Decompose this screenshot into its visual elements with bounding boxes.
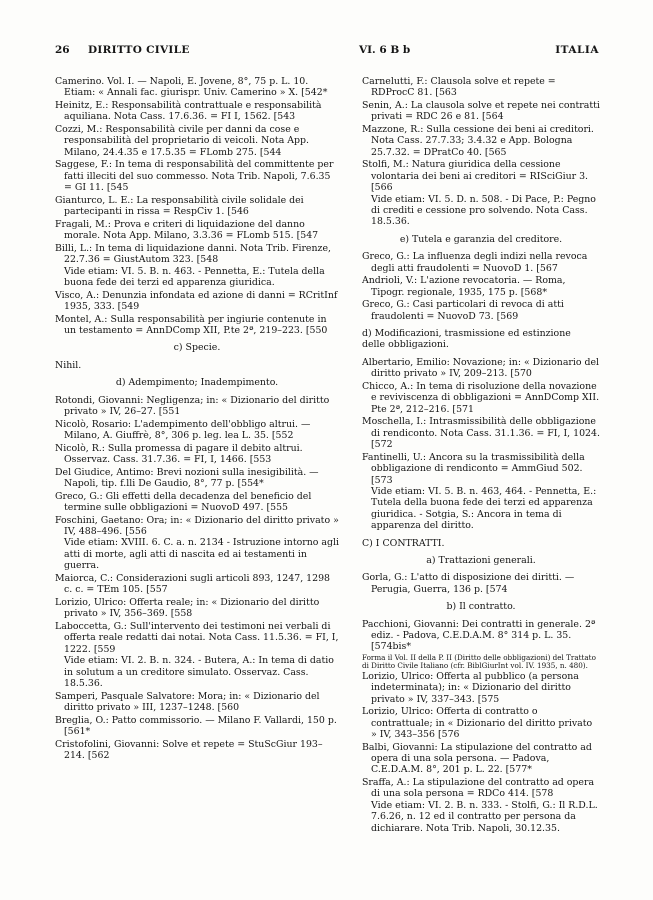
running-header <box>0 44 653 58</box>
section-heading: d) Adempimento; Inadempimento. <box>115 377 279 389</box>
bibliography-entry: Fantinelli, U.: Ancora su la trasmissibilità della obbligazione di rendiconto = AmmGiud 502. [573 Vide etiam: VI. 5. B. n. 463, 464. - Pennetta, E.: Tutela della buona fede dei terzi ed apparenza giuridica. - Sotgia, S.: Ancora in tema di apparenza del diritto. <box>362 451 597 532</box>
section-heading: c) Specie. <box>173 342 221 354</box>
bibliography-entry: Senin, A.: La clausola solve et repete nei contratti privati = RDC 26 e 81. [564 <box>362 100 600 123</box>
bibliography-entry: Foschini, Gaetano: Ora; in: « Dizionario del diritto privato » IV, 488–496. [556 Vide etiam: XVIII. 6. C. a. n. 2134 - Istruzione intorno agli atti di morte, agli atti di nascita ed ai testamenti in guerra. <box>55 514 339 572</box>
right-column <box>362 76 600 835</box>
bibliography-entry: Albertario, Emilio: Novazione; in: « Dizionario del diritto privato » IV, 209–213. [570 <box>362 356 600 380</box>
note-text: Nihil. <box>55 359 82 371</box>
bibliography-entry: Nicolò, R.: Sulla promessa di pagare il debito altrui. Osservaz. Cass. 31.7.36. = FI, I, 1466. [553 <box>55 442 303 466</box>
bibliography-entry: Greco, G.: Gli effetti della decadenza del beneficio del termine sulle obbligazioni = NuovoD 497. [555 <box>55 490 312 514</box>
bibliography-entry: Moschella, I.: Intrasmissibilità delle obbligazione di rendiconto. Nota Cass. 31.1.36. = FI, I, 1024. [572 <box>362 416 600 451</box>
bibliography-entry: Pacchioni, Giovanni: Dei contratti in generale. 2ª ediz. - Padova, C.E.D.A.M. 8° 314 p. L. 35. [574bis* <box>362 618 596 653</box>
bibliography-entry: Stolfi, M.: Natura giuridica della cessione volontaria dei beni ai creditori = RISciGiur 3. [566 Vide etiam: VI. 5. D. n. 508. - Di Pace, P.: Pegno di crediti e cessione pro solvendo. Nota Cass. 18.5.36. <box>362 159 596 228</box>
bibliography-entry: Camerino. Vol. I. — Napoli, E. Jovene, 8°, 75 p. L. 10. Etiam: « Annali fac. giurispr. Univ. Camerino » X. [542* <box>55 76 328 99</box>
bibliography-entry: Breglia, O.: Patto commissorio. — Milano F. Vallardi, 150 p. [561* <box>55 714 337 737</box>
bibliography-entry: Billi, L.: In tema di liquidazione danni. Nota Trib. Firenze, 22.7.36 = GiustAutom 323. [548 Vide etiam: VI. 5. B. n. 463. - Pennetta, E.: Tutela della buona fede dei terzi ed apparenza giuridica. <box>55 242 331 289</box>
bibliography-entry: Sraffa, A.: La stipulazione del contratto ad opera di una sola persona = RDCo 414. [578 Vide etiam: VI. 2. B. n. 333. - Stolfi, G.: Il R.D.L. 7.6.26, n. 12 ed il contratto per persona da dichiarare. Nota Trib. Napoli, 30.12.35. <box>362 777 598 834</box>
bibliography-entry: Lorizio, Ulrico: Offerta di contratto o contrattuale; in « Dizionario del diritto privato » IV, 343–356 [576 <box>362 706 593 740</box>
section-heading: b) Il contratto. <box>446 601 516 613</box>
section-heading: C) I CONTRATTI. <box>362 537 445 549</box>
section-code: VI. 6 B b <box>359 44 411 56</box>
bibliography-entry: Gianturco, L. E.: La responsabilità civile solidale dei partecipanti in rissa = RespCiv 1. [546 <box>55 194 304 218</box>
section-heading: e) Tutela e garanzia del creditore. <box>399 233 563 245</box>
bibliography-entry: Rotondi, Giovanni: Negligenza; in: « Dizionario del diritto privato » IV, 26–27. [551 <box>55 394 330 418</box>
bibliography-entry: Balbi, Giovanni: La stipulazione del contratto ad opera di una sola persona. — Padova, C.E.D.A.M. 8°, 201 p. L. 22. [577* <box>362 741 592 776</box>
left-column <box>55 76 339 763</box>
bibliography-entry: Andrioli, V.: L'azione revocatoria. — Roma, Tipogr. regionale, 1935, 175 p. [568* <box>362 275 566 298</box>
bibliography-entry: Lorizio, Ulrico: Offerta al pubblico (a persona indeterminata); in: « Dizionario del diritto privato » IV, 337–343. [575 <box>362 670 579 705</box>
country-label: ITALIA <box>555 44 599 56</box>
section-heading: d) Modificazioni, trasmissione ed estinzione delle obbligazioni. <box>362 328 571 351</box>
bibliography-entry: Montel, A.: Sulla responsabilità per ingiurie contenute in un testamento = AnnDComp XII, P.te 2ª, 219–223. [550 <box>55 313 328 337</box>
footnote-text: Forma il Vol. II della P. II (Diritto delle obbligazioni) del Trattato di Diritto Civile Italiano (cfr. BiblGiurInt vol. IV. 1935, n. 480). <box>362 652 596 671</box>
bibliography-entry: Maiorca, C.: Considerazioni sugli articoli 893, 1247, 1298 c. c. = TEm 105. [557 <box>55 572 331 596</box>
bibliography-entry: Gorla, G.: L'atto di disposizione dei diritti. — Perugia, Guerra, 136 p. [574 <box>362 572 575 595</box>
bibliography-entry: Cristofolini, Giovanni: Solve et repete = StuScGiur 193–214. [562 <box>55 738 323 761</box>
bibliography-entry: Mazzone, R.: Sulla cessione dei beni ai creditori. Nota Cass. 27.7.33; 3.4.32 e App. Bologna 25.7.32. = DPratCo 40. [565 <box>362 124 594 158</box>
section-heading: a) Trattazioni generali. <box>426 554 536 566</box>
bibliography-entry: Greco, G.: Casi particolari di revoca di atti fraudolenti = NuovoD 73. [569 <box>362 299 564 322</box>
bibliography-entry: Saggese, F.: In tema di responsabilità del committente per fatti illeciti del suo commesso. Nota Trib. Napoli, 7.6.35 = GI 11. [545 <box>55 159 334 194</box>
page-number: 26 <box>55 44 70 56</box>
bibliography-entry: Cozzi, M.: Responsabilità civile per danni da cose e responsabilità del proprietario di veicoli. Nota App. Milano, 24.4.35 e 17.5.35 = FLomb 275. [544 <box>55 124 310 158</box>
bibliography-entry: Greco, G.: La influenza degli indizi nella revoca degli atti fraudolenti = NuovoD 1. [567 <box>362 251 588 274</box>
bibliography-entry: Visco, A.: Denunzia infondata ed azione di danni = RCritInf 1935, 333. [549 <box>55 289 338 313</box>
bibliography-entry: Nicolò, Rosario: L'adempimento dell'obbligo altrui. — Milano, A. Giuffrè, 8°, 306 p. leg. lea L. 35. [552 <box>55 418 311 442</box>
running-title: DIRITTO CIVILE <box>88 44 190 56</box>
bibliography-entry: Samperi, Pasquale Salvatore: Mora; in: « Dizionario del diritto privato » III, 1237–1248. [560 <box>55 690 320 713</box>
bibliography-entry: Del Giudice, Antimo: Brevi nozioni sulla inesigibilità. — Napoli, tip. f.lli De Gaudio, 8°, 77 p. [554* <box>55 466 319 490</box>
bibliography-entry: Carnelutti, F.: Clausola solve et repete = RDProcC 81. [563 <box>362 76 556 99</box>
bibliography-entry: Laboccetta, G.: Sull'intervento dei testimoni nei verbali di offerta reale redatti dai notai. Nota Cass. 11.5.36. = FI, I, 1222. [559 Vide etiam: VI. 2. B. n. 324. - Butera, A.: In tema di datio in solutum a un creditore simulato. Osservaz. Cass. 18.5.36. <box>55 620 339 689</box>
bibliography-entry: Fragali, M.: Prova e criteri di liquidazione del danno morale. Nota App. Milano, 3.3.36 = FLomb 515. [547 <box>55 218 319 242</box>
bibliography-entry: Heinitz, E.: Responsabilità contrattuale e responsabilità aquiliana. Nota Cass. 17.6.36. = FI I, 1562. [543 <box>55 100 322 123</box>
bibliography-entry: Lorizio, Ulrico: Offerta reale; in: « Dizionario del diritto privato » IV, 356–369. [558 <box>55 596 320 620</box>
bibliography-entry: Chicco, A.: In tema di risoluzione della novazione e reviviscenza di obbligazioni = AnnDComp XII. Pte 2ª, 212–216. [571 <box>362 380 600 415</box>
